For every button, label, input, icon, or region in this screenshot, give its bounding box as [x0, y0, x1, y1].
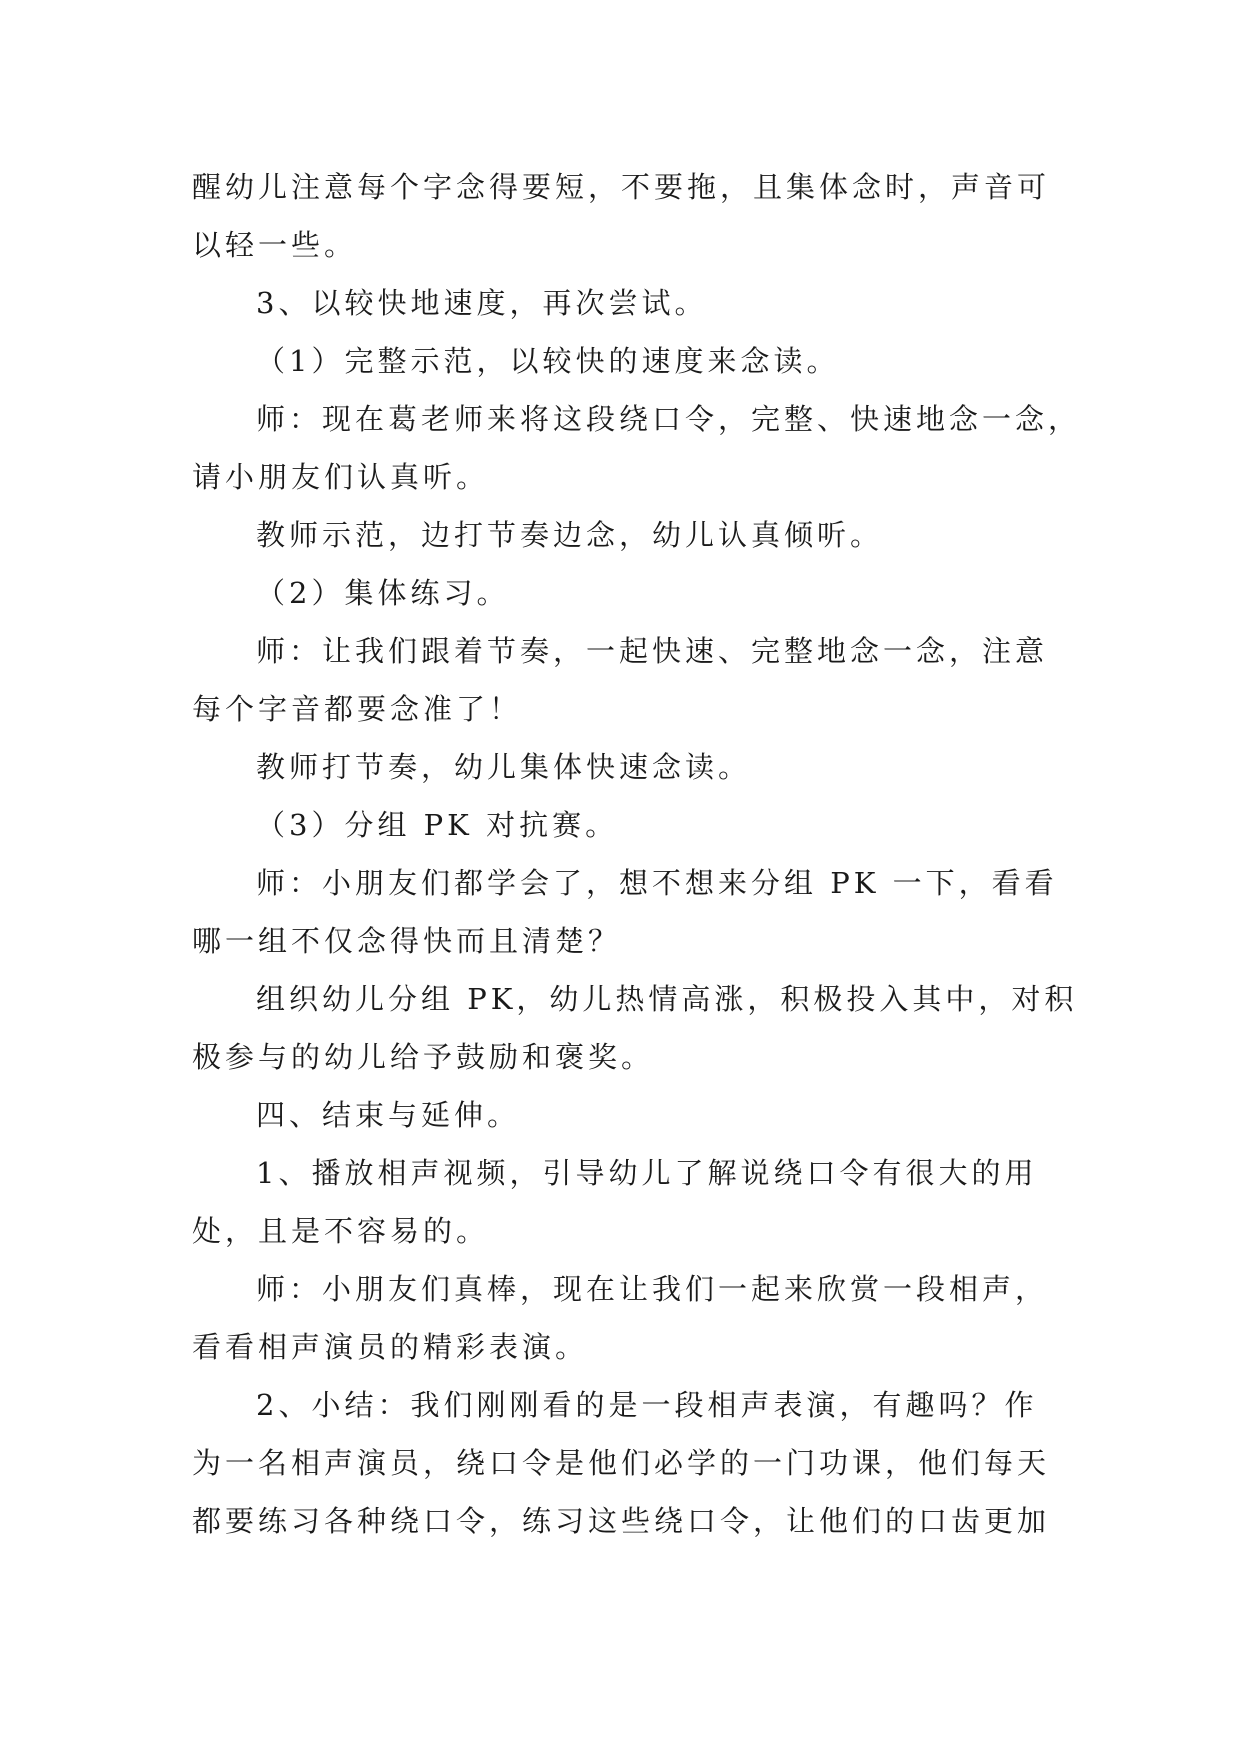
text-line: （3）分组 PK 对抗赛。 — [256, 808, 619, 842]
text-line: 以轻一些。 — [192, 228, 358, 262]
text-line: 师：让我们跟着节奏，一起快速、完整地念一念，注意 — [256, 634, 1049, 668]
text-line: 都要练习各种绕口令，练习这些绕口令，让他们的口齿更加 — [192, 1504, 1051, 1538]
text-line: 师：现在葛老师来将这段绕口令，完整、快速地念一念， — [256, 402, 1082, 436]
text-line: （1）完整示范，以较快的速度来念读。 — [256, 344, 840, 378]
text-line: 1、播放相声视频，引导幼儿了解说绕口令有很大的用 — [256, 1156, 1038, 1190]
text-line: （2）集体练习。 — [256, 576, 510, 610]
text-line: 看看相声演员的精彩表演。 — [192, 1330, 589, 1364]
text-line: 师：小朋友们真棒，现在让我们一起来欣赏一段相声， — [256, 1272, 1049, 1306]
text-line: 醒幼儿注意每个字念得要短，不要拖，且集体念时，声音可 — [192, 170, 1051, 204]
text-line: 师：小朋友们都学会了，想不想来分组 PK 一下，看看 — [256, 866, 1058, 900]
text-line: 极参与的幼儿给予鼓励和褒奖。 — [192, 1040, 655, 1074]
text-line: 教师示范，边打节奏边念，幼儿认真倾听。 — [256, 518, 884, 552]
text-line: 2、小结：我们刚刚看的是一段相声表演，有趣吗？作 — [256, 1388, 1038, 1422]
text-line: 每个字音都要念准了！ — [192, 692, 523, 726]
text-line: 3、以较快地速度，再次尝试。 — [256, 286, 708, 320]
text-line: 教师打节奏，幼儿集体快速念读。 — [256, 750, 752, 784]
text-line: 组织幼儿分组 PK，幼儿热情高涨，积极投入其中，对积 — [256, 982, 1078, 1016]
text-line: 为一名相声演员，绕口令是他们必学的一门功课，他们每天 — [192, 1446, 1051, 1480]
text-line: 四、结束与延伸。 — [256, 1098, 521, 1132]
text-line: 哪一组不仅念得快而且清楚？ — [192, 924, 622, 958]
text-line: 处，且是不容易的。 — [192, 1214, 490, 1248]
text-line: 请小朋友们认真听。 — [192, 460, 490, 494]
document-body — [192, 158, 1082, 1550]
